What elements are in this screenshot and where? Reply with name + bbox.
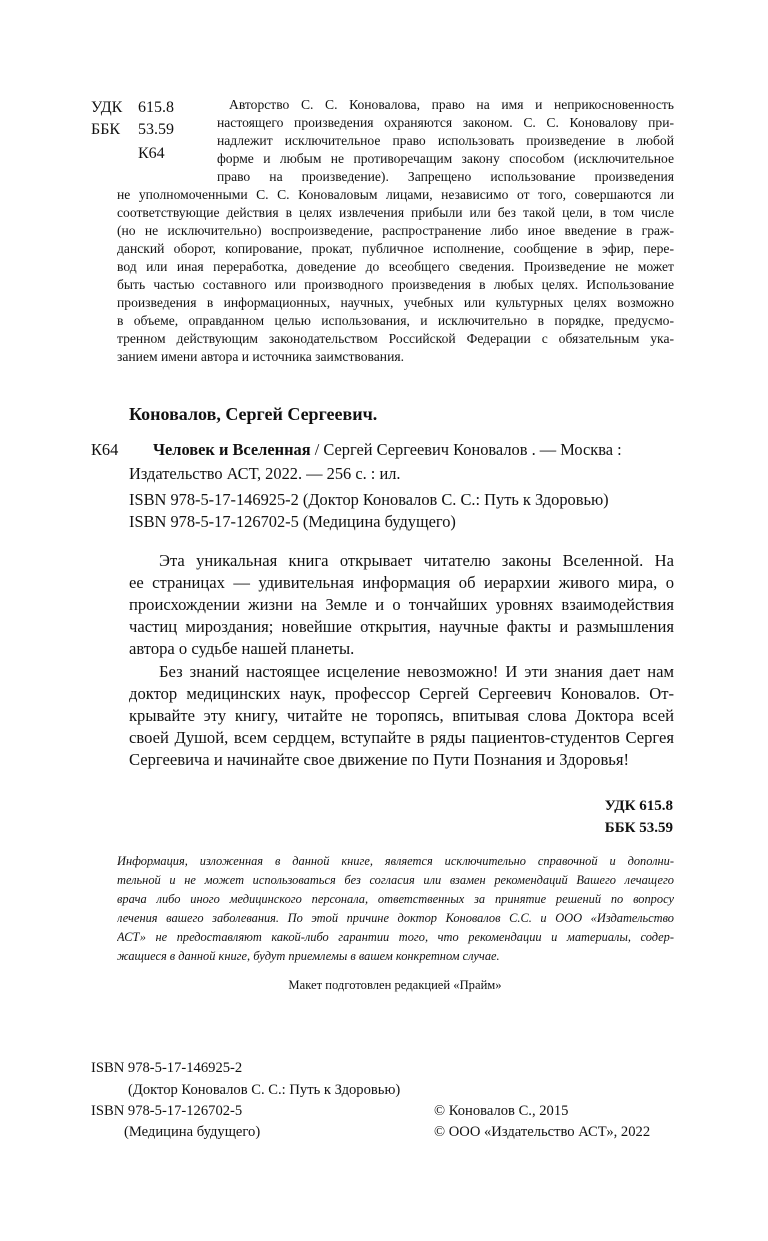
copyright-author: © Коновалов С., 2015 [434, 1103, 569, 1119]
bottom-isbn-1: ISBN 978-5-17-146925-2 [91, 1060, 243, 1076]
notice-line: право на произведение). Запрещено использование произведения [217, 169, 674, 184]
bottom-isbn-2: ISBN 978-5-17-126702-5 [91, 1103, 243, 1119]
layout-credit: Макет подготовлен редакцией «Прайм» [288, 978, 502, 992]
annotation-line: доктор медицинских наук, профессор Сергей Сергеевич Коновалов. От- [129, 684, 674, 703]
notice-line: в объеме, оправданном целью использования, и исключительно в порядке, предусмо- [117, 313, 674, 328]
catalog-publisher-line: Издательство АСТ, 2022. — 256 с. : ил. [129, 464, 401, 483]
notice-line: (но не исключительно) воспроизведение, распространение либо иное введение в граж- [117, 223, 674, 238]
disclaimer-line: жащиеся в данной книге, будут приемлемы в вашем конкретном случае. [117, 949, 500, 963]
annotation-line: Сергеевича и начинайте свое движение по Пути Познания и Здоровья! [129, 750, 630, 769]
disclaimer-line: АСТ» не предоставляют какой-либо гарантии того, что рекомендации и материалы, содер- [117, 930, 674, 944]
udk-right: УДК 615.8 [604, 798, 673, 814]
bottom-isbn-2-series: (Медицина будущего) [124, 1124, 261, 1140]
annotation-line: происхождении жизни на Земле и о тончайших уровнях взаимодействия [129, 595, 674, 614]
notice-line: тренном действующим законодательством Российской Федерации с обязательным ука- [117, 331, 674, 346]
disclaimer-line: Информация, изложенная в данной книге, является исключительно справочной и дополни- [117, 854, 674, 868]
bbk-right: ББК 53.59 [604, 820, 673, 836]
catalog-isbn-2: ISBN 978-5-17-126702-5 (Медицина будущего) [129, 512, 456, 531]
notice-line: занием имени автора и источника заимствования. [117, 349, 405, 364]
catalog-mark: К64 [91, 440, 119, 459]
udk-value: 615.8 [138, 99, 174, 116]
author-heading: Коновалов, Сергей Сергеевич. [129, 404, 378, 424]
notice-line: произведения в информационных, научных, учебных или культурных целях возможно [117, 295, 674, 310]
catalog-isbn-1: ISBN 978-5-17-146925-2 (Доктор Коновалов С. С.: Путь к Здоровью) [129, 490, 609, 509]
author-mark: К64 [138, 145, 165, 162]
udk-label: УДК [91, 99, 123, 116]
notice-line: Авторство С. С. Коновалова, право на имя и неприкосновенность [229, 97, 674, 112]
disclaimer-line: лечения вашего заболевания. По этой причине доктор Коновалов С.С. и ООО «Издательство [117, 911, 674, 925]
notice-line: быть частью составного или производного произведения в любых целях. Использование [117, 277, 674, 292]
annotation-line: Эта уникальная книга открывает читателю законы Вселенной. На [159, 551, 674, 570]
notice-line: не уполномоченными С. С. Коноваловым лицами, независимо от того, совершаются ли [117, 187, 674, 202]
copyright-publisher: © ООО «Издательство АСТ», 2022 [434, 1124, 651, 1140]
book-title: Человек и Вселенная [153, 440, 311, 459]
notice-line: соответствующие действия в целях извлечения прибыли или без такой цели, в том числе [117, 205, 674, 220]
annotation-line: своей Душой, всем сердцем, вступайте в ряды пациентов-студентов Сергея [129, 728, 674, 747]
annotation-line: автора о судьбе нашей планеты. [129, 639, 355, 658]
annotation-line: ее страницах — удивительная информация об иерархии живого мира, о [129, 573, 674, 592]
bottom-isbn-1-series: (Доктор Коновалов С. С.: Путь к Здоровью) [128, 1082, 401, 1098]
disclaimer-line: врача либо иного медицинского персонала, ответственных за принятие решений по вопросу [117, 892, 674, 906]
bbk-value: 53.59 [138, 121, 174, 138]
notice-line: форме и любым не противоречащим закону способом (исключительное [217, 151, 674, 166]
notice-line: вод или иная переработка, доведение до всеобщего сведения. Произведение не может [117, 259, 674, 274]
notice-line: настоящего произведения охраняются законом. С. С. Коновалову при- [217, 115, 674, 130]
catalog-title-rest: / Сергей Сергеевич Коновалов . — Москва : [314, 440, 622, 459]
annotation-line: Без знаний настоящее исцеление невозможно! И эти знания дает нам [159, 662, 674, 681]
annotation-line: частиц мироздания; новейшие открытия, научные факты и размышления [129, 617, 674, 636]
annotation-line: крывайте эту книгу, читайте не торопясь, впитывая слова Доктора всей [129, 706, 674, 725]
bbk-label: ББК [91, 121, 121, 138]
notice-line: данский оборот, копирование, прокат, публичное исполнение, сообщение в эфир, пере- [117, 241, 674, 256]
notice-line: надлежит исключительное право использовать произведение в любой [217, 133, 674, 148]
catalog-title-line [153, 440, 622, 460]
disclaimer-line: тельной и не может использоваться без согласия или взамен рекомендаций Вашего лечащего [117, 873, 674, 887]
